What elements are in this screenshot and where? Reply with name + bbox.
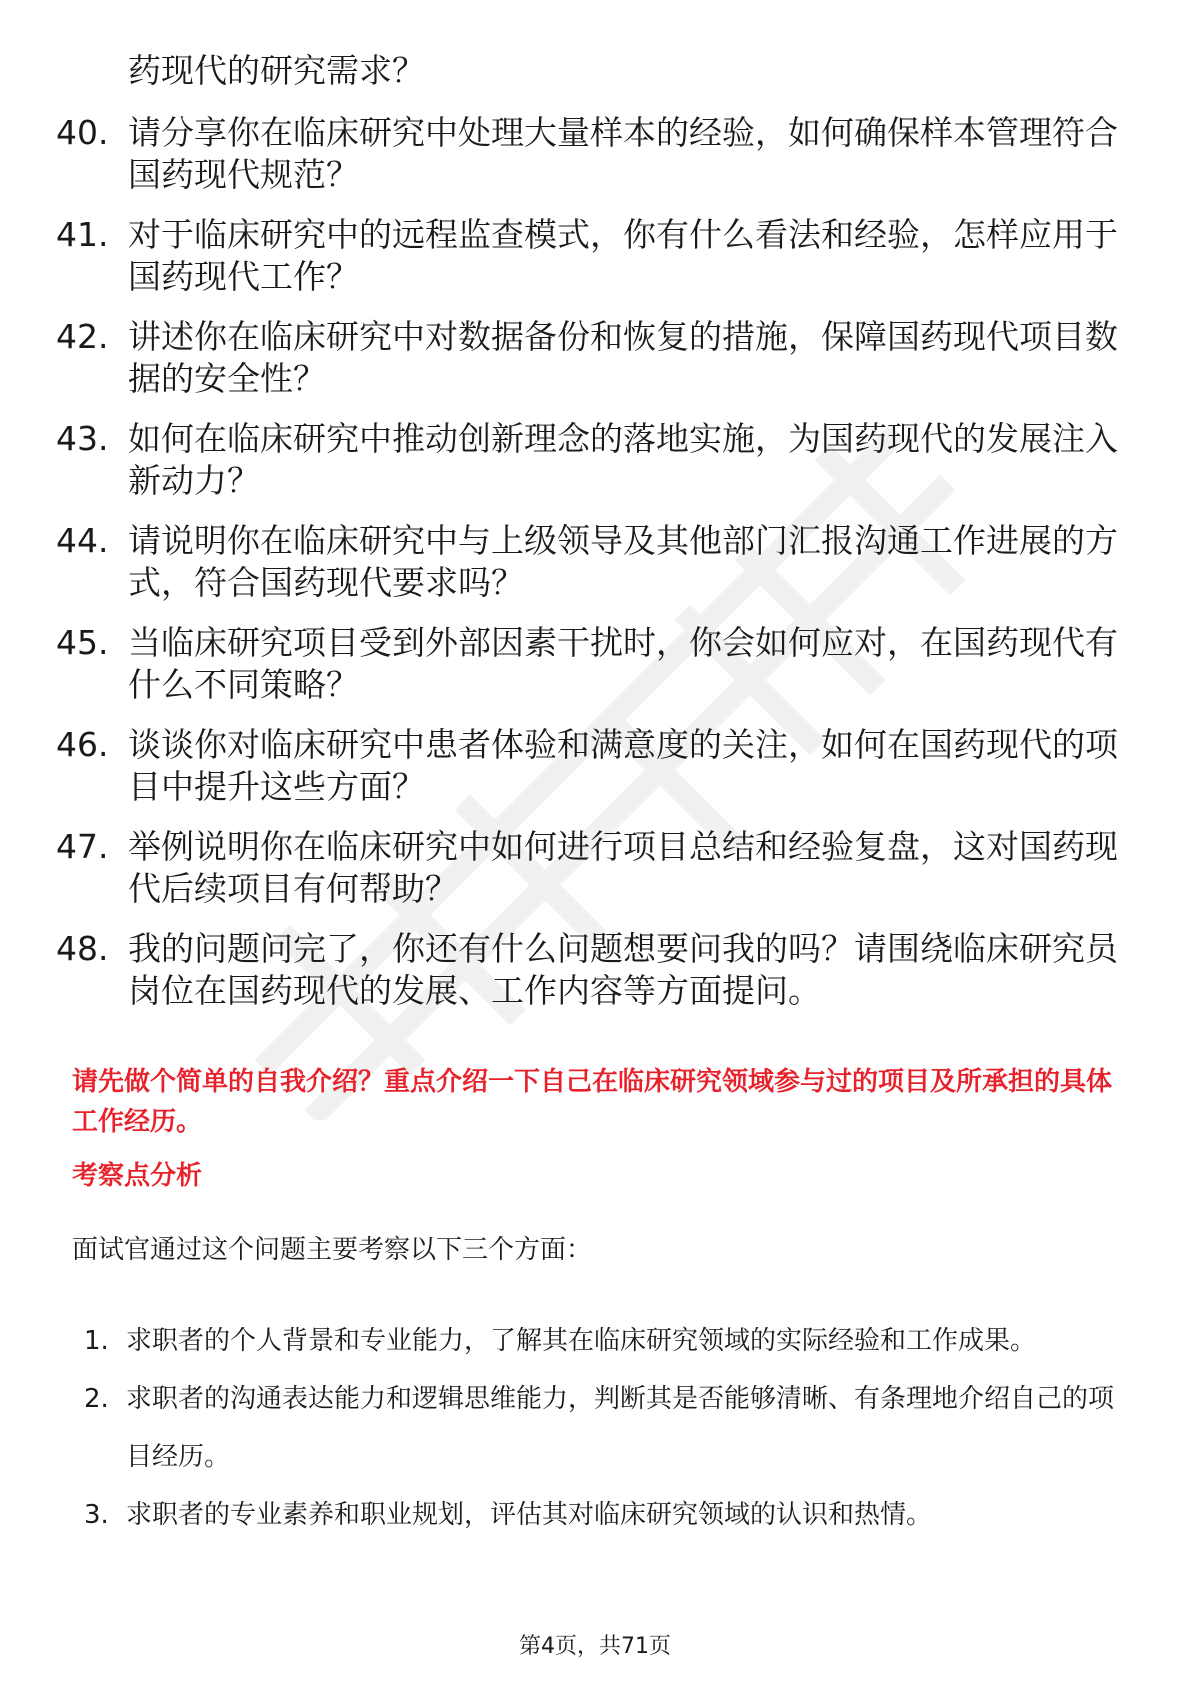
question-text: 当临床研究项目受到外部因素干扰时，你会如何应对，在国药现代有什么不同策略？: [128, 623, 1118, 704]
list-item: [56, 724, 1126, 808]
list-item: [56, 112, 1126, 196]
question-text: 如何在临床研究中推动创新理念的落地实施，为国药现代的发展注入新动力？: [128, 419, 1118, 500]
list-item: [84, 1312, 1124, 1370]
point-number: 2.: [84, 1384, 109, 1414]
question-text: 谈谈你对临床研究中患者体验和满意度的关注，如何在国药现代的项目中提升这些方面？: [128, 725, 1118, 806]
list-item: [56, 826, 1126, 910]
list-item: [56, 214, 1126, 298]
question-number: 47.: [56, 827, 109, 866]
list-item: [56, 418, 1126, 502]
analysis-point-list: [84, 1312, 1124, 1544]
list-item: [56, 928, 1126, 1012]
point-text: 求职者的专业素养和职业规划，评估其对临床研究领域的认识和热情。: [126, 1500, 933, 1530]
continued-question-text: 药现代的研究需求？: [128, 51, 425, 90]
featured-question-heading: 请先做个简单的自我介绍？重点介绍一下自己在临床研究领域参与过的项目及所承担的具体工作经历。: [72, 1067, 1113, 1137]
question-text: 举例说明你在临床研究中如何进行项目总结和经验复盘，这对国药现代后续项目有何帮助？: [128, 827, 1118, 908]
list-item: [56, 316, 1126, 400]
question-number: 44.: [56, 521, 109, 560]
question-number: 42.: [56, 317, 109, 356]
point-number: 1.: [84, 1326, 109, 1356]
list-item: [56, 622, 1126, 706]
question-text: 请分享你在临床研究中处理大量样本的经验，如何确保样本管理符合国药现代规范？: [128, 113, 1118, 194]
list-item: [84, 1370, 1124, 1486]
question-text: 请说明你在临床研究中与上级领导及其他部门汇报沟通工作进展的方式，符合国药现代要求吗？: [128, 521, 1118, 602]
point-text: 求职者的沟通表达能力和逻辑思维能力，判断其是否能够清晰、有条理地介绍自己的项目经历。: [126, 1384, 1115, 1472]
question-number: 43.: [56, 419, 109, 458]
question-number: 40.: [56, 113, 109, 152]
question-number: 46.: [56, 725, 109, 764]
question-text: 讲述你在临床研究中对数据备份和恢复的措施，保障国药现代项目数据的安全性？: [128, 317, 1118, 398]
question-text: 我的问题问完了，你还有什么问题想要问我的吗？请围绕临床研究员岗位在国药现代的发展、工作内容等方面提问。: [128, 929, 1118, 1010]
question-number: 41.: [56, 215, 109, 254]
point-number: 3.: [84, 1500, 109, 1530]
list-item: [84, 1486, 1124, 1544]
question-number: 45.: [56, 623, 109, 662]
analysis-intro-text: 面试官通过这个问题主要考察以下三个方面：: [72, 1235, 593, 1265]
analysis-section-title: 考察点分析: [72, 1161, 203, 1191]
page-number-footer: 第4页，共71页: [519, 1634, 671, 1659]
list-item: [56, 520, 1126, 604]
question-list: [56, 112, 1126, 1030]
question-text: 对于临床研究中的远程监查模式，你有什么看法和经验，怎样应用于国药现代工作？: [128, 215, 1118, 296]
question-number: 48.: [56, 929, 109, 968]
point-text: 求职者的个人背景和专业能力，了解其在临床研究领域的实际经验和工作成果。: [126, 1326, 1037, 1356]
